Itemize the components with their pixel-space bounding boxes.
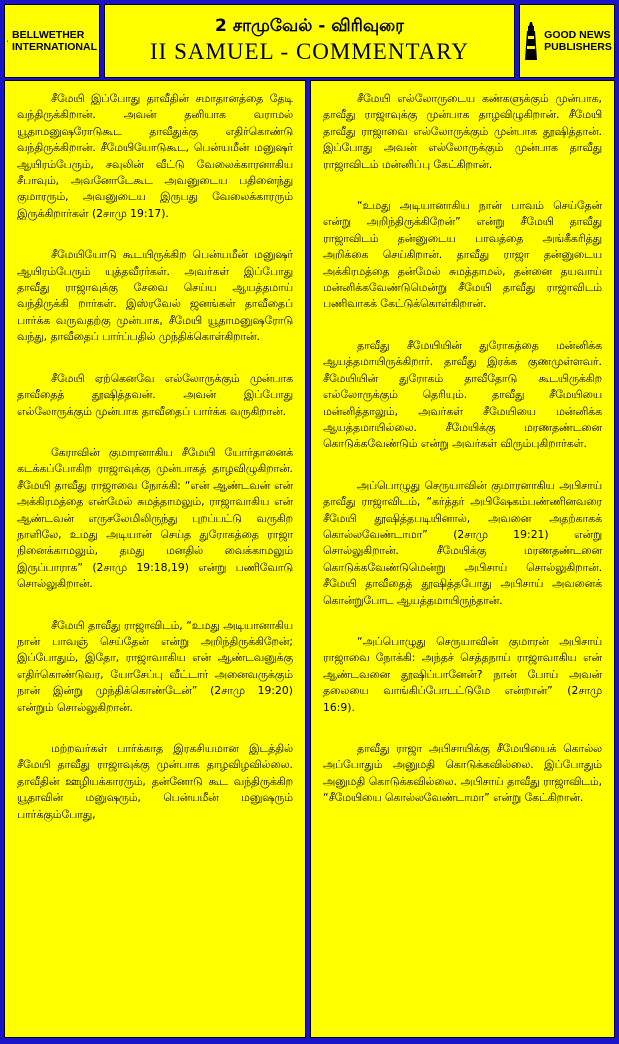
paragraph: “அப்பொழுது செருயாவின் குமாரன் அபிசாய் ராஜாவை நோக்கி: அந்தச் செத்தநாய் ராஜாவாகிய என் ஆண்டவனை தூஷிப்பானேன்? நான் போய் அவன் தலையை வாங்கிப்போடட்டுமே என்றான்” (2சாமு 16:9).: [323, 634, 602, 714]
lighthouse-icon: [522, 20, 540, 62]
bell-tower-icon: [7, 20, 8, 62]
logo-line-2: INTERNATIONAL: [12, 41, 97, 53]
paragraph: சீமேயியோடு கூடயிருக்கிற பென்யமீன் மனுஷர் ஆயிரம்பேரும் யுத்தவீரர்கள். அவர்கள் இப்போது தாவீது ராஜாவுக்கு சேவை செய்ய ஆயத்தமாய் வந்திருக்கி றார்கள். இஸ்ரவேல் ஜனங்கள் தாவீதைப் பார்க்க வருவதற்கு முன்பாக, சீமேயி யூதாமனுஷரோடு வந்து, தாவீதைப் பார்ப்பதில் முந்திக்கொள்கிறான்.: [17, 248, 293, 344]
title-box: [104, 4, 515, 78]
paragraph: சீமேயி தாவீது ராஜாவிடம், “உமது அடியானாகிய நான் பாவஞ் செய்தேன் என்று அறிந்திருக்கிறேன்; இப்போதும், இதோ, ராஜாவாகிய என் ஆண்டவனுக்கு எதிர்கொண்டுவர, யோசேப்பு வீட்டார் அனைவருக்கும் நான் இன்று முந்திக்கொண்டேன்” (2சாமு 19:20) என்றும் சொல்லுகிறான்.: [17, 618, 293, 714]
header: [4, 4, 615, 78]
paragraph: தாவீது சீமேயியின் துரோகத்தை மன்னிக்க ஆயத்தமாயிருக்கிறார். தாவீது இரக்க குணமுள்ளவர். சீமேயியின் துரோகம் தாவீதோடு கூடயிருக்கிற எல்லோருக்கும் தெரியும். தாவீது சீமேயியை மன்னித்தாலும், அவர்கள் சீமேயியை மன்னிக்க ஆயத்தமாயில்லை. சீமேயிக்கு மரணதண்டனை கொடுக்கவேண்டும் என்று அவர்கள் விரும்புகிறார்கள்.: [323, 338, 602, 451]
bellwether-logo: [4, 4, 100, 78]
page-title-tamil: 2 சாமுவேல் - விரிவுரை: [215, 16, 404, 36]
logo-line-1: BELLWETHER: [12, 29, 85, 41]
paragraph: சீமேயி ஏற்கெனவே எல்லோருக்கும் முன்பாக தாவீதைத் தூஷித்தவன். அவன் இப்போது எல்லோருக்கும் முன்பாக தாவீதைப் பார்க்க வருகிறான்.: [17, 371, 293, 418]
paragraph: அப்பொழுது செருயாவின் குமாரனாகிய அபிசாய் தாவீது ராஜாவிடம், “கர்த்தர் அபிஷேகம்பண்ணினவரை சீமேயி தூஷித்தபடியினால், அவனை அதற்காகக் கொல்லவேண்டாமா” (2சாமு 19:21) என்று சொல்லுகிறான். சீமேயிக்கு மரணதண்டனை கொடுக்கவேண்டுமென்று அபிசாய் சொல்லுகிறான். சீமேயி தாவீதைத் தூஷித்தபோது அபிசாய் அவனைக் கொன்றுபோட ஆயத்தமாயிருந்தான்.: [323, 478, 602, 607]
paragraph: சீமேயி எல்லோருடைய கண்களுக்கும் முன்பாக, தாவீது ராஜாவுக்கு முன்பாக தாழவிழுகிறான். சீமேயி தாவீது ராஜாவை எல்லோருக்கும் முன்பாக தூஷித்தான். இப்போது அவன் எல்லோருக்கும் முன்பாக தாவீது ராஜாவிடம் மன்னிப்பு கேட்கிறான்.: [323, 92, 602, 171]
logo-line-1: GOOD NEWS: [544, 29, 611, 41]
good-news-logo: [519, 4, 615, 78]
paragraph: மற்றவர்கள் பார்க்காத இரகசியமான இடத்தில் சீமேயி தாவீது ராஜாவுக்கு முன்பாக தாழவிழவில்லை. தாவீதின் ஊழியக்காரரும், தன்னோடு கூட வந்திருக்கிற யூதாவின் மனுஷரும், பென்யமீன் மனுஷரும் பார்க்கும்போது,: [17, 742, 293, 821]
page-title-english: II SAMUEL - COMMENTARY: [150, 39, 469, 64]
paragraph: தாவீது ராஜா அபிசாயிக்கு சீமேயியைக் கொல்ல அப்போதும் அனுமதி கொடுக்கவில்லை. இப்போதும் அனுமதி கொடுக்கவில்லை. அபிசாய் தாவீது ராஜாவிடம், “சீமேயியை கொல்லவேண்டாமா” என்று கேட்கிறான்.: [323, 742, 602, 805]
paragraph: சீமேயி இப்போது தாவீதின் சமாதானத்தை தேடி வந்திருக்கிறான். அவன் தனியாக வராமல் யூதாமனுஷரோடுகூட தாவீதுக்கு எதிர்கொண்டு வந்திருக்கிறான். சீமேயியோடுகூட, பென்யமீன் மனுஷர் ஆயிரம்பேரும், சவுலின் வீட்டு வேலைக்காரனாகிய சீபாவும், அவனோடேகூட அவனுடைய பதினைந்து குமாரரும், அவனுடைய இருபது வேலைக்காரரும் இருக்கிறார்கள் (2சாமு 19:17).: [17, 92, 293, 220]
paragraph: “உமது அடியானாகிய நான் பாவம் செய்தேன் என்று அறிந்திருக்கிறேன்” என்று சீமேயி தாவீது ராஜாவிடம் தன்னுடைய பாவத்தை அங்கீகரித்து அறிக்கை செய்கிறான். தாவீது ராஜா தன்னுடைய அக்கிரமத்தை தன்மேல் சுமத்தாமல், தன்னை தயவாய் மன்னிக்கவேண்டுமென்று சீமேயி தாவீது ராஜாவிடம் பணிவாகக் கேட்டுக்கொள்கிறான்.: [323, 199, 602, 311]
right-column: [310, 80, 615, 1038]
logo-line-2: PUBLISHERS: [544, 41, 612, 53]
paragraph: கேராவின் குமாரனாகிய சீமேயி யோர்தானைக் கடக்கப்போகிற ராஜாவுக்கு முன்பாகத் தாழவிழுகிறான். சீமேயி தாவீது ராஜாவை நோக்கி: “என் ஆண்டவன் என் அக்கிரமத்தை என்மேல் சுமத்தாமலும், ராஜாவாகிய என் ஆண்டவன் எருசலேமிலிருந்து புறப்பட்டு வருகிற நாளிலே, உமது அடியான் செய்த துரோகத்தை ராஜா நினைக்காமலும், தமது மனதில் வைக்காமலும் இருப்பாராக” (2சாமு 19:18,19) என்று பணிவோடு சொல்லுகிறான்.: [17, 445, 293, 591]
left-column: [4, 80, 306, 1038]
